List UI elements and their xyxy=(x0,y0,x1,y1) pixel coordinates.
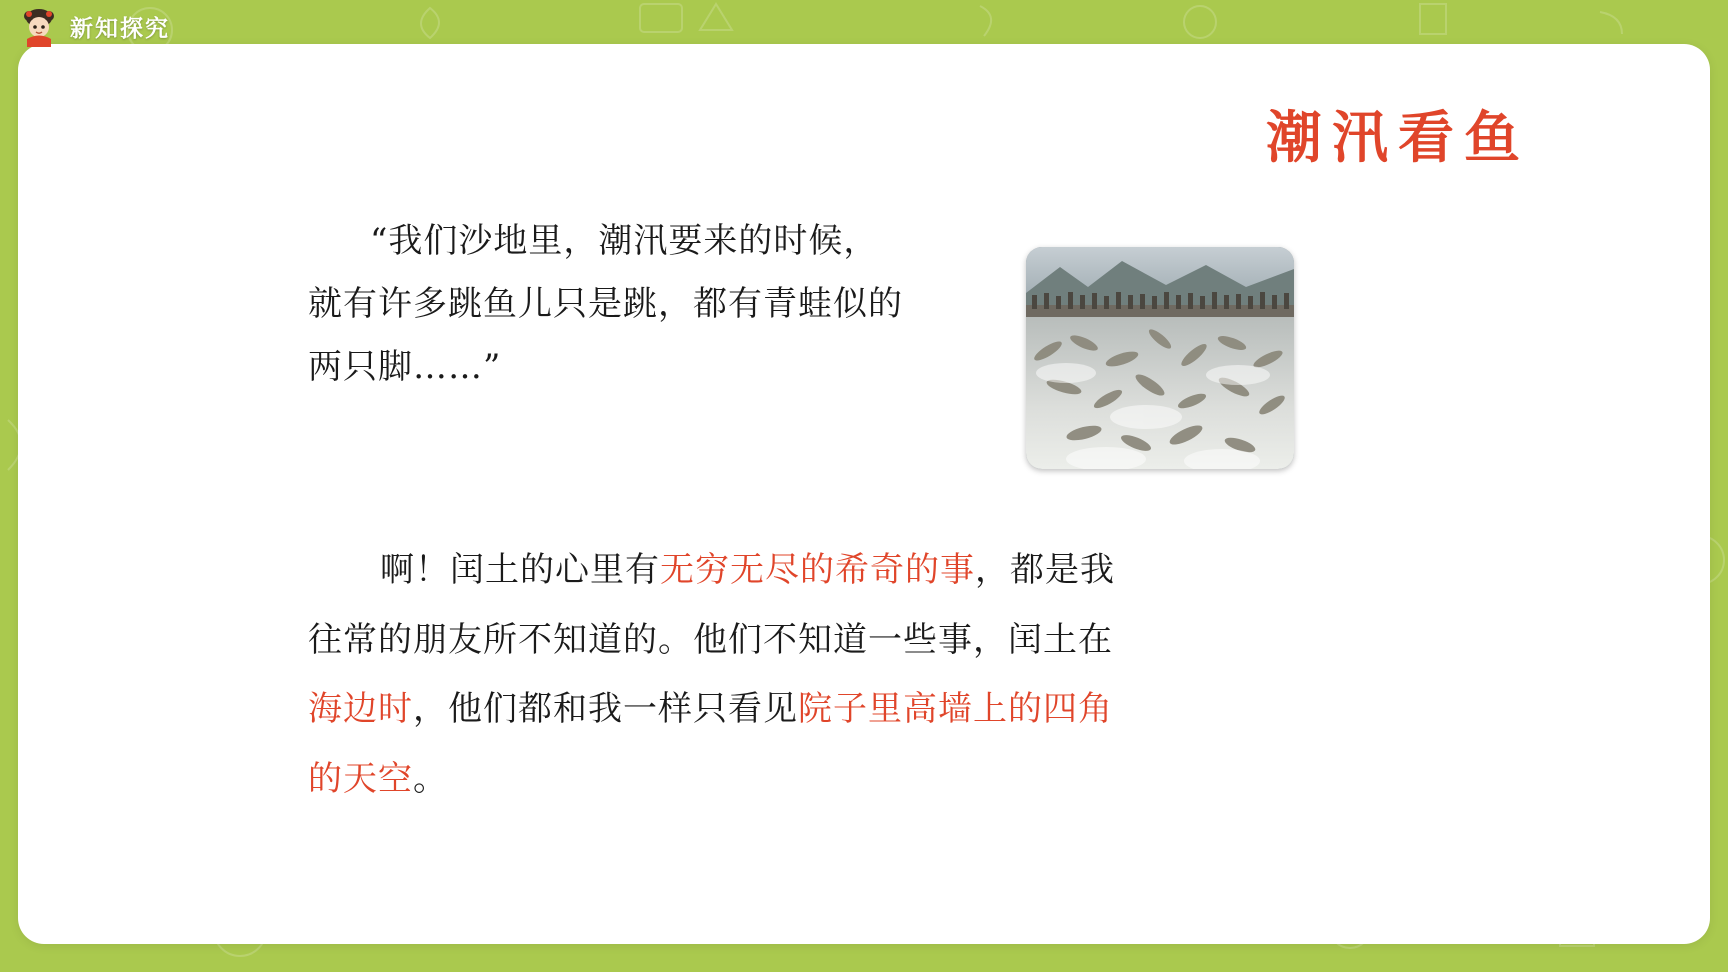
girl-mascot-icon xyxy=(18,5,60,47)
content-card xyxy=(18,44,1710,944)
page-title: 潮汛看鱼 xyxy=(1266,105,1530,171)
header-title: 新知探究 xyxy=(70,14,170,41)
paragraph-line-4 xyxy=(308,745,1308,815)
paragraph-line-4-post: 。 xyxy=(413,759,448,800)
quote-line-2: 就有许多跳鱼儿只是跳，都有青蛙似的 xyxy=(308,283,903,324)
paragraph-line-3-mid: ，他们都和我一样只看见 xyxy=(413,689,798,730)
body-paragraph xyxy=(308,536,1308,815)
paragraph-line-1-post: ，都是我 xyxy=(975,550,1115,590)
paragraph-line-3 xyxy=(308,675,1308,745)
paragraph-line-4-highlight: 的天空 xyxy=(308,759,413,800)
jumping-fish-photo xyxy=(1026,247,1294,469)
quote-line-3: 两只脚……” xyxy=(308,346,502,387)
paragraph-line-1-pre: 啊！闰土的心里有 xyxy=(380,550,660,590)
quote-text xyxy=(308,210,1068,399)
paragraph-line-2: 往常的朋友所不知道的。他们不知道一些事，闰土在 xyxy=(308,619,1113,660)
quote-line-1: “我们沙地里，潮汛要来的时候， xyxy=(370,221,879,261)
paragraph-line-3-highlight-1: 海边时 xyxy=(308,689,413,730)
header-badge xyxy=(18,4,170,48)
paragraph-line-1-highlight: 无穷无尽的希奇的事 xyxy=(660,550,975,590)
paragraph-line-1 xyxy=(308,536,1308,606)
paragraph-line-3-highlight-2: 院子里高墙上的四角 xyxy=(798,689,1113,730)
